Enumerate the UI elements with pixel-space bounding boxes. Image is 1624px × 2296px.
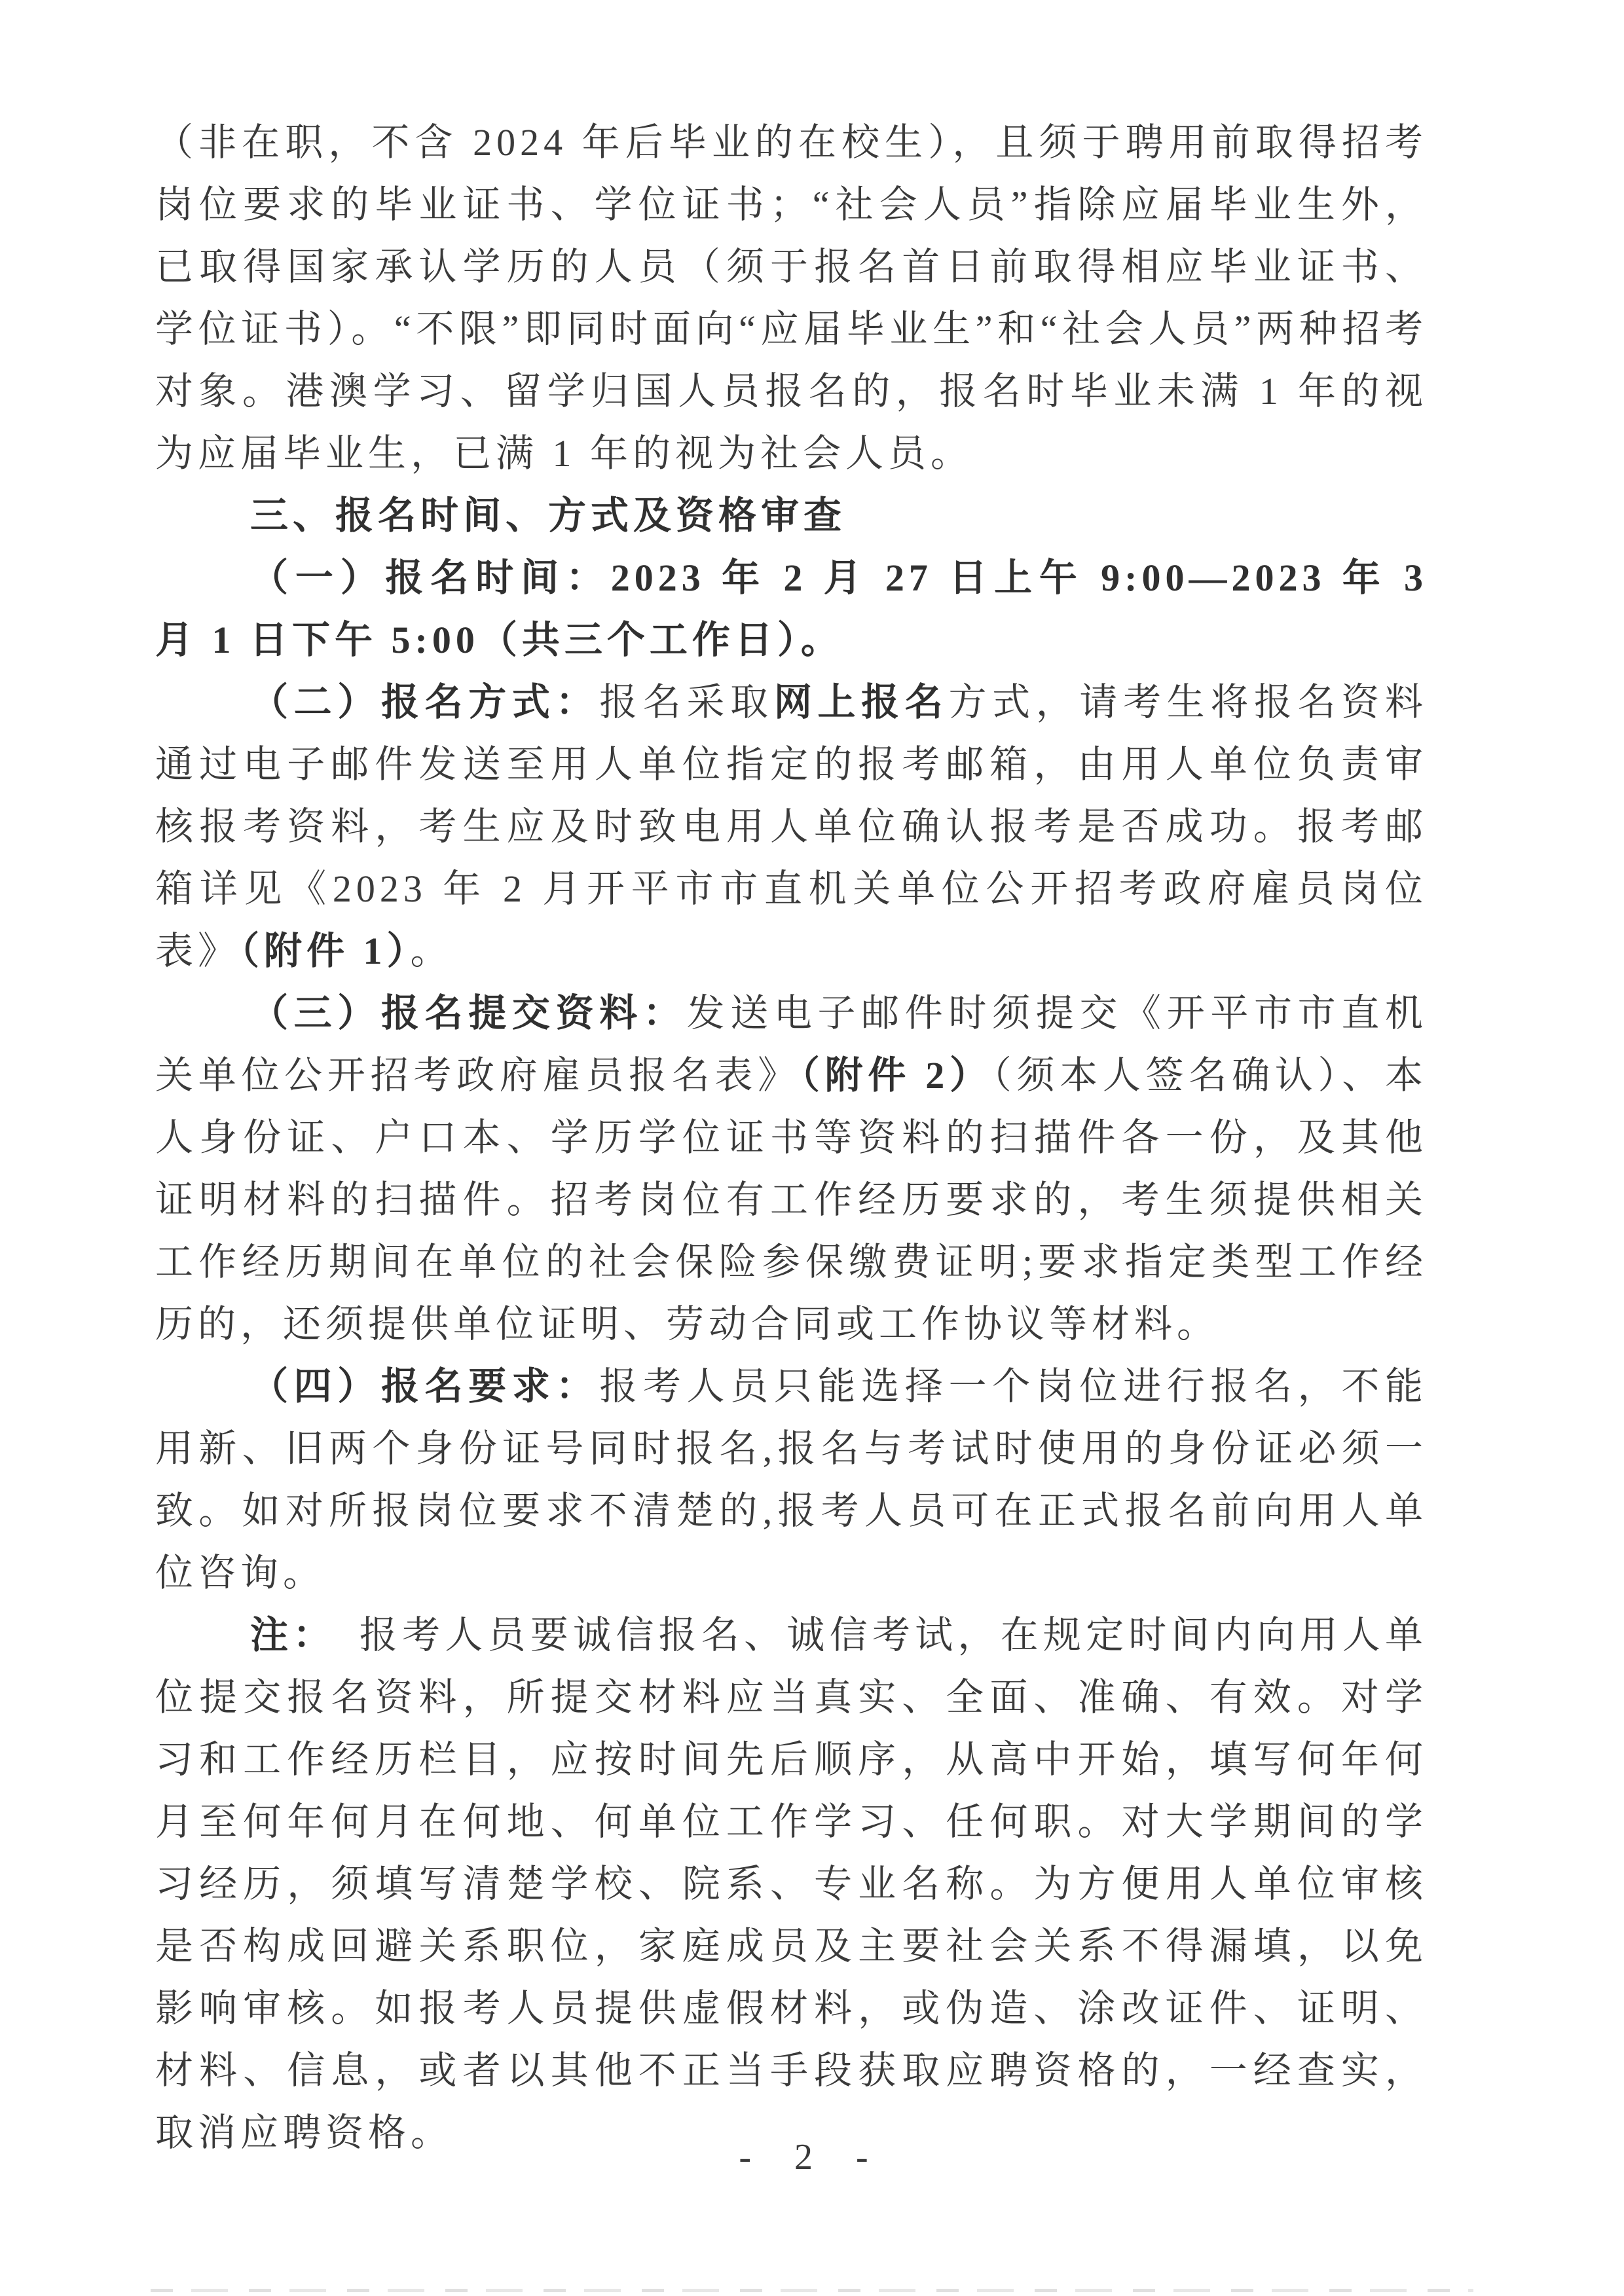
paragraph-registration-time: [155, 547, 1428, 671]
heading-text: 三、报名时间、方式及资格审查: [250, 494, 847, 537]
document-body: [155, 111, 1428, 2164]
text-run-bold: （三）报名提交资料：: [250, 992, 687, 1034]
page-number-text: - 2 -: [739, 2137, 885, 2178]
text-run-bold-attachment-1: （附件 1）: [240, 930, 411, 972]
text-run: 。: [410, 930, 453, 972]
section-heading-3: [155, 484, 1428, 547]
paragraph-registration-method: [155, 671, 1428, 982]
paragraph-continuation-eligibility: [155, 111, 1428, 484]
text-run-bold: 注：: [250, 1614, 317, 1656]
scan-artifact-line: [151, 2289, 1473, 2292]
paragraph-registration-requirements: [155, 1355, 1428, 1604]
text-run-bold-attachment-2: （附件 2）: [800, 1054, 993, 1097]
text-run: 报名采取: [599, 681, 774, 723]
text-run: 方式，请考生将报名资料通过电子邮件发送至用人单位指定的报考邮箱，由用人单位负责审核报考资料，考生应及时致电用人单位确认报考是否成功。报考邮箱详见《2023 年 2 月开平市市直机关单位公开招考政府雇员岗位表》: [155, 681, 1428, 972]
text-run-bold: （一）报名时间：2023 年 2 月 27 日上午 9:00—2023 年 3 月 1 日下午 5:00（共三个工作日）。: [155, 556, 1428, 661]
text-run-bold: （二）报名方式：: [250, 681, 600, 723]
paragraph-submission-materials: [155, 982, 1428, 1355]
text-run: （须本人签名确认）、本人身份证、户口本、学历学位证书等资料的扫描件各一份，及其他证明材料的扫描件。招考岗位有工作经历要求的，考生须提供相关工作经历期间在单位的社会保险参保缴费证明;要求指定类型工作经历的，还须提供单位证明、劳动合同或工作协议等材料。: [155, 1054, 1428, 1345]
text-run: 报考人员只能选择一个岗位进行报名，不能用新、旧两个身份证号同时报名,报名与考试时使用的身份证必须一致。如对所报岗位要求不清楚的,报考人员可在正式报名前向用人单位咨询。: [155, 1365, 1428, 1594]
text-run-bold: （四）报名要求：: [250, 1365, 600, 1408]
text-run: 报考人员要诚信报名、诚信考试，在规定时间内向用人单位提交报名资料，所提交材料应当真实、全面、准确、有效。对学习和工作经历栏目，应按时间先后顺序，从高中开始，填写何年何月至何年何月在何地、何单位工作学习、任何职。对大学期间的学习经历，须填写清楚学校、院系、专业名称。为方便用人单位审核是否构成回避关系职位，家庭成员及主要社会关系不得漏填，以免影响审核。如报考人员提供虚假材料，或伪造、涂改证件、证明、材料、信息，或者以其他不正当手段获取应聘资格的，一经查实，取消应聘资格。: [155, 1614, 1428, 2154]
text-run: 发送电子邮件时须提交《开平市市直机关单位公开招考政府雇员报名表》: [155, 992, 1428, 1097]
page-number: [0, 2136, 1624, 2179]
text-run: （非在职，不含 2024 年后毕业的在校生），且须于聘用前取得招考岗位要求的毕业证书、学位证书；“社会人员”指除应届毕业生外，已取得国家承认学历的人员（须于报名首日前取得相应毕业证书、学位证书）。“不限”即同时面向“应届毕业生”和“社会人员”两种招考对象。港澳学习、留学归国人员报名的，报名时毕业未满 1 年的视为应届毕业生，已满 1 年的视为社会人员。: [155, 121, 1428, 475]
paragraph-note: [155, 1604, 1428, 2164]
text-run-bold: 网上报名: [773, 681, 949, 723]
